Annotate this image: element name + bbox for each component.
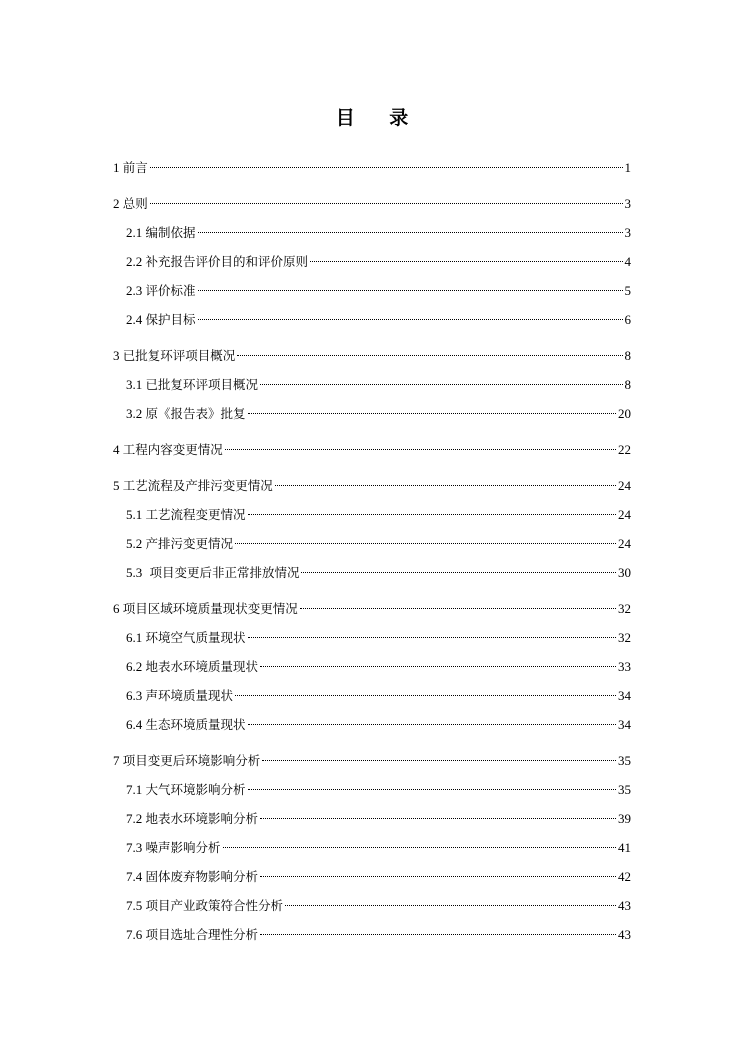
table-of-contents [113, 153, 631, 949]
toc-dot-leader [198, 319, 623, 320]
toc-dot-leader [198, 232, 623, 233]
toc-dot-leader [260, 934, 616, 935]
toc-chapter-entry[interactable] [113, 435, 631, 464]
toc-page-number: 35 [618, 753, 631, 768]
toc-section-entry[interactable] [113, 804, 631, 833]
toc-entry-heading [126, 558, 299, 588]
toc-section-entry[interactable] [113, 305, 631, 334]
toc-entry-heading [126, 804, 258, 834]
toc-page-number: 22 [618, 442, 631, 457]
toc-entry-heading [126, 500, 246, 530]
toc-entry-number: 6 [113, 601, 123, 616]
toc-entry-number: 7.6 [126, 927, 146, 942]
toc-section-entry[interactable] [113, 920, 631, 949]
toc-entry-number: 5 [113, 478, 123, 493]
toc-entry-label: 编制依据 [145, 225, 196, 240]
toc-page-number: 24 [618, 507, 631, 522]
toc-entry-label: 工艺流程变更情况 [145, 507, 246, 522]
toc-chapter-entry[interactable] [113, 594, 631, 623]
toc-entry-label: 前言 [122, 160, 148, 175]
toc-entry-heading [113, 341, 235, 371]
toc-entry-label: 生态环境质量现状 [145, 717, 246, 732]
toc-section-entry[interactable] [113, 276, 631, 305]
toc-entry-label: 产排污变更情况 [145, 536, 234, 551]
toc-entry-number: 6.1 [126, 630, 146, 645]
toc-page-number: 20 [618, 406, 631, 421]
toc-page-number: 5 [624, 283, 631, 298]
toc-section-entry[interactable] [113, 500, 631, 529]
toc-entry-label: 地表水环境影响分析 [145, 811, 259, 826]
toc-entry-heading [113, 153, 148, 183]
toc-entry-label: 固体废弃物影响分析 [145, 869, 259, 884]
toc-chapter-entry[interactable] [113, 153, 631, 182]
toc-dot-leader [150, 167, 623, 168]
toc-page-number: 43 [618, 927, 631, 942]
toc-entry-number: 6.4 [126, 717, 146, 732]
toc-dot-leader [275, 485, 616, 486]
toc-dot-leader [248, 724, 616, 725]
toc-dot-leader [225, 449, 616, 450]
toc-dot-leader [198, 290, 623, 291]
toc-dot-leader [262, 760, 616, 761]
toc-page-number: 3 [624, 196, 631, 211]
toc-dot-leader [235, 543, 616, 544]
toc-entry-heading [126, 305, 196, 335]
toc-entry-number: 7.2 [126, 811, 146, 826]
toc-entry-heading [126, 529, 233, 559]
toc-page-number: 42 [618, 869, 631, 884]
toc-section-entry[interactable] [113, 558, 631, 587]
toc-page-number: 39 [618, 811, 631, 826]
toc-entry-label: 原《报告表》批复 [145, 406, 246, 421]
toc-dot-leader [260, 876, 616, 877]
toc-entry-label: 环境空气质量现状 [145, 630, 246, 645]
toc-section-entry[interactable] [113, 681, 631, 710]
toc-entry-number: 6.2 [126, 659, 146, 674]
toc-entry-heading [126, 370, 258, 400]
toc-entry-heading [126, 681, 233, 711]
toc-page-number: 4 [624, 254, 631, 269]
toc-entry-label: 大气环境影响分析 [145, 782, 246, 797]
toc-entry-label: 总则 [122, 196, 148, 211]
toc-entry-number: 2.1 [126, 225, 146, 240]
toc-entry-label: 补充报告评价目的和评价原则 [145, 254, 309, 269]
toc-entry-number: 7.3 [126, 840, 146, 855]
toc-entry-label: 工程内容变更情况 [122, 442, 223, 457]
toc-dot-leader [260, 384, 622, 385]
toc-page-number: 41 [618, 840, 631, 855]
toc-page-number: 34 [618, 717, 631, 732]
toc-entry-label: 项目变更后环境影响分析 [122, 753, 261, 768]
toc-entry-label: 工艺流程及产排污变更情况 [122, 478, 273, 493]
toc-entry-heading [126, 652, 258, 682]
toc-entry-heading [126, 920, 258, 950]
toc-chapter-entry[interactable] [113, 341, 631, 370]
toc-dot-leader [301, 572, 616, 573]
toc-entry-heading [113, 435, 223, 465]
toc-entry-number: 2.2 [126, 254, 146, 269]
toc-section-entry[interactable] [113, 775, 631, 804]
toc-section-entry[interactable] [113, 247, 631, 276]
toc-entry-label: 项目区域环境质量现状变更情况 [122, 601, 298, 616]
toc-entry-heading [126, 833, 221, 863]
toc-entry-heading [126, 399, 246, 429]
toc-entry-heading [126, 218, 196, 248]
toc-dot-leader [285, 905, 616, 906]
toc-page-number: 34 [618, 688, 631, 703]
toc-entry-number: 5.3 [126, 565, 146, 580]
toc-section-entry[interactable] [113, 891, 631, 920]
toc-entry-number: 2 [113, 196, 123, 211]
toc-entry-number: 2.3 [126, 283, 146, 298]
toc-entry-number: 5.1 [126, 507, 146, 522]
toc-entry-heading [113, 594, 298, 624]
toc-entry-heading [126, 775, 246, 805]
toc-page-number: 3 [624, 225, 631, 240]
toc-chapter-entry[interactable] [113, 189, 631, 218]
toc-dot-leader [248, 637, 616, 638]
toc-entry-number: 2.4 [126, 312, 146, 327]
toc-page-number: 30 [618, 565, 631, 580]
toc-entry-number: 6.3 [126, 688, 146, 703]
toc-entry-heading [126, 862, 258, 892]
toc-dot-leader [248, 413, 616, 414]
toc-entry-heading [113, 746, 260, 776]
toc-dot-leader [150, 203, 623, 204]
toc-entry-number: 3.2 [126, 406, 146, 421]
toc-entry-label: 噪声影响分析 [145, 840, 221, 855]
toc-entry-number: 4 [113, 442, 123, 457]
toc-entry-label: 声环境质量现状 [145, 688, 234, 703]
toc-page-number: 24 [618, 478, 631, 493]
toc-entry-number: 7.4 [126, 869, 146, 884]
toc-entry-label: 地表水环境质量现状 [145, 659, 259, 674]
toc-dot-leader [310, 261, 622, 262]
toc-section-entry[interactable] [113, 833, 631, 862]
toc-page-number: 8 [624, 377, 631, 392]
toc-entry-label: 已批复环评项目概况 [145, 377, 259, 392]
toc-entry-heading [113, 471, 273, 501]
toc-entry-heading [126, 276, 196, 306]
toc-page-number: 8 [624, 348, 631, 363]
toc-entry-heading [126, 710, 246, 740]
toc-page-number: 32 [618, 601, 631, 616]
toc-entry-number: 7.5 [126, 898, 146, 913]
toc-entry-label: 项目产业政策符合性分析 [145, 898, 284, 913]
toc-entry-heading [113, 189, 148, 219]
toc-page-number: 43 [618, 898, 631, 913]
toc-entry-label: 保护目标 [145, 312, 196, 327]
toc-page-number: 6 [624, 312, 631, 327]
toc-dot-leader [260, 666, 616, 667]
toc-entry-heading [126, 623, 246, 653]
toc-dot-leader [223, 847, 616, 848]
toc-chapter-entry[interactable] [113, 471, 631, 500]
toc-dot-leader [248, 789, 616, 790]
toc-page-number: 32 [618, 630, 631, 645]
toc-dot-leader [235, 695, 616, 696]
toc-section-entry[interactable] [113, 399, 631, 428]
toc-page-number: 24 [618, 536, 631, 551]
toc-section-entry[interactable] [113, 862, 631, 891]
toc-section-entry[interactable] [113, 370, 631, 399]
toc-chapter-entry[interactable] [113, 746, 631, 775]
toc-dot-leader [260, 818, 616, 819]
toc-entry-number: 3 [113, 348, 123, 363]
toc-page-number: 35 [618, 782, 631, 797]
toc-section-entry[interactable] [113, 529, 631, 558]
toc-entry-label: 项目选址合理性分析 [145, 927, 259, 942]
toc-entry-number: 7.1 [126, 782, 146, 797]
toc-dot-leader [237, 355, 622, 356]
toc-entry-number: 7 [113, 753, 123, 768]
toc-section-entry[interactable] [113, 623, 631, 652]
toc-entry-label: 评价标准 [145, 283, 196, 298]
toc-entry-heading [126, 247, 308, 277]
toc-entry-label: 项目变更后非正常排放情况 [145, 565, 300, 580]
page-title: 目 录 [335, 107, 423, 129]
toc-entry-number: 1 [113, 160, 123, 175]
toc-entry-number: 5.2 [126, 536, 146, 551]
toc-section-entry[interactable] [113, 652, 631, 681]
toc-entry-label: 已批复环评项目概况 [122, 348, 236, 363]
toc-page-number: 1 [624, 160, 631, 175]
toc-section-entry[interactable] [113, 710, 631, 739]
toc-dot-leader [248, 514, 616, 515]
toc-section-entry[interactable] [113, 218, 631, 247]
toc-entry-heading [126, 891, 283, 921]
toc-dot-leader [300, 608, 616, 609]
toc-page-number: 33 [618, 659, 631, 674]
toc-entry-number: 3.1 [126, 377, 146, 392]
